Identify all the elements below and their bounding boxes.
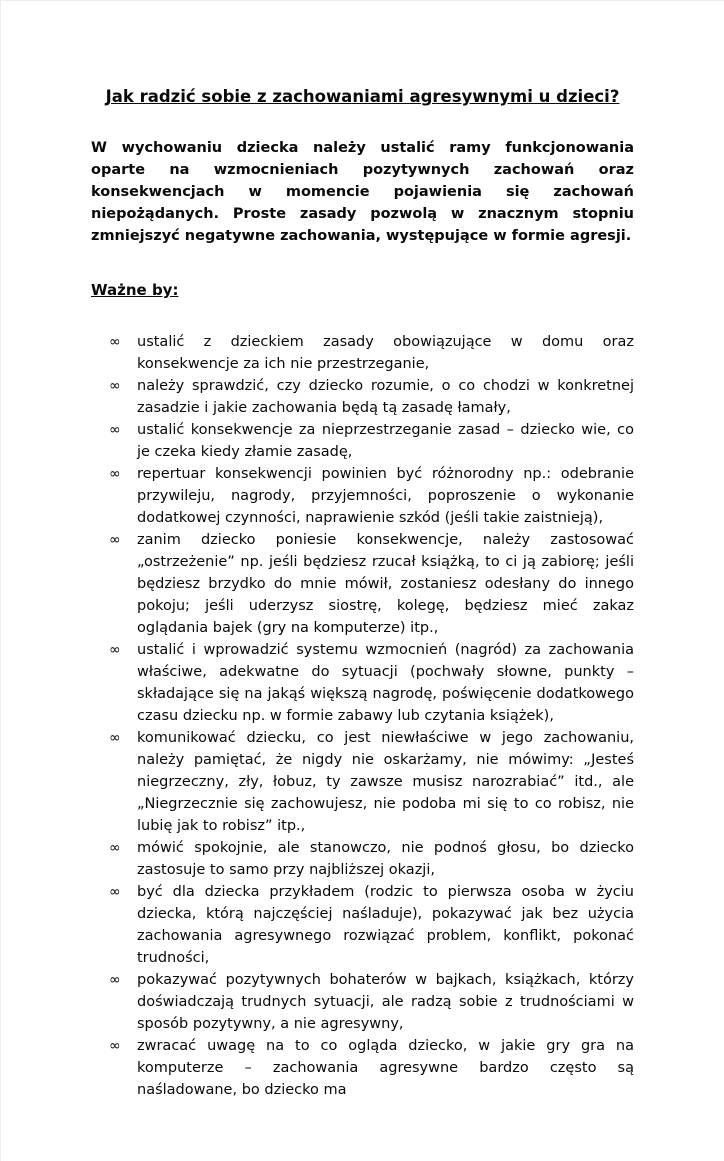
list-item-text: ustalić konsekwencje za nieprzestrzeganie zasad – dziecko wie, co je czeka kiedy złamie zasadę,	[137, 422, 634, 460]
list-item-text: zwracać uwagę na to co ogląda dziecko, w jakie gry gra na komputerze – zachowania agresywne bardzo często są naśladowane, bo dziecko ma	[137, 1038, 634, 1098]
infinity-bullet-icon: ∞	[109, 334, 121, 350]
infinity-bullet-icon: ∞	[109, 884, 121, 900]
list-item-text: pokazywać pozytywnych bohaterów w bajkach, książkach, którzy doświadczają trudnych sytuacji, ale radzą sobie z trudnościami w sposób pozytywny, a nie agresywny,	[137, 972, 634, 1032]
list-item-text: mówić spokojnie, ale stanowczo, nie podnoś głosu, bo dziecko zastosuje to samo przy najbliższej okazji,	[137, 840, 634, 878]
bullet-list	[91, 331, 634, 1101]
list-item-text: zanim dziecko poniesie konsekwencje, należy zastosować „ostrzeżenie” np. jeśli będziesz rzucał książką, to ci ją zabiorę; jeśli będziesz brzydko do mnie mówił, zostaniesz odesłany do innego pokoju; jeśli uderzysz siostrę, kolegę, będziesz mieć zakaz oglądania bajek (gry na komputerze) itp.,	[137, 532, 634, 636]
list-item-text: ustalić z dzieckiem zasady obowiązujące w domu oraz konsekwencje za ich nie przestrzeganie,	[137, 334, 634, 372]
list-item	[109, 727, 634, 837]
list-item	[109, 375, 634, 419]
infinity-bullet-icon: ∞	[109, 972, 121, 988]
document-title: Jak radzić sobie z zachowaniami agresywnymi u dzieci?	[105, 87, 620, 106]
infinity-bullet-icon: ∞	[109, 1038, 121, 1054]
list-item	[109, 639, 634, 727]
list-item-text: być dla dziecka przykładem (rodzic to pierwsza osoba w życiu dziecka, którą najczęściej naśladuje), pokazywać jak bez użycia zachowania agresywnego rozwiązać problem, konflikt, pokonać trudności,	[137, 884, 634, 966]
list-item	[109, 969, 634, 1035]
list-item	[109, 837, 634, 881]
list-item	[109, 419, 634, 463]
list-item	[109, 881, 634, 969]
infinity-bullet-icon: ∞	[109, 422, 121, 438]
infinity-bullet-icon: ∞	[109, 840, 121, 856]
list-item	[109, 463, 634, 529]
infinity-bullet-icon: ∞	[109, 378, 121, 394]
list-item	[109, 1035, 634, 1101]
list-item-text: należy sprawdzić, czy dziecko rozumie, o co chodzi w konkretnej zasadzie i jakie zachowania będą tą zasadę łamały,	[137, 378, 634, 416]
list-item	[109, 529, 634, 639]
infinity-bullet-icon: ∞	[109, 642, 121, 658]
infinity-bullet-icon: ∞	[109, 466, 121, 482]
section-heading: Ważne by:	[91, 281, 179, 299]
list-item	[109, 331, 634, 375]
list-item-text: ustalić i wprowadzić systemu wzmocnień (nagród) za zachowania właściwe, adekwatne do sytuacji (pochwały słowne, punkty – składające się na jakąś większą nagrodę, poświęcenie dodatkowego czasu dziecku np. w formie zabawy lub czytania książek),	[137, 642, 634, 724]
infinity-bullet-icon: ∞	[109, 532, 121, 548]
intro-paragraph: W wychowaniu dziecka należy ustalić ramy funkcjonowania oparte na wzmocnieniach pozytywnych zachowań oraz konsekwencjach w momencie pojawienia się zachowań niepożądanych. Proste zasady pozwolą w znacznym stopniu zmniejszyć negatywne zachowania, występujące w formie agresji.	[91, 140, 634, 244]
infinity-bullet-icon: ∞	[109, 730, 121, 746]
list-item-text: repertuar konsekwencji powinien być różnorodny np.: odebranie przywileju, nagrody, przyjemności, poproszenie o wykonanie dodatkowej czynności, naprawienie szkód (jeśli takie zaistnieją),	[137, 466, 634, 526]
list-item-text: komunikować dziecku, co jest niewłaściwe w jego zachowaniu, należy pamiętać, że nigdy nie oskarżamy, nie mówimy: „Jesteś niegrzeczny, zły, łobuz, ty zawsze musisz narozrabiać” itd., ale „Niegrzecznie się zachowujesz, nie podoba mi się to co robisz, nie lubię jak to robisz” itp.,	[137, 730, 634, 834]
